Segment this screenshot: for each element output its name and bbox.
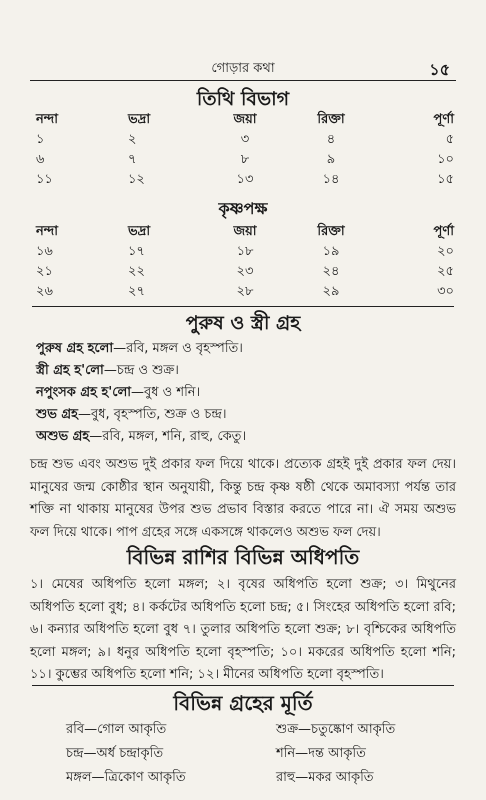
column-header: পূর্ণা (433, 112, 454, 127)
column-header: নন্দা (36, 224, 58, 239)
murti-left: মঙ্গল—ত্রিকোণ আকৃতি (66, 770, 186, 785)
graha-heading: পুরুষ ও স্ত্রী গ্রহ (185, 312, 301, 334)
list-term: পুরুষ গ্রহ হলো (36, 341, 114, 356)
table-cell: ২২ (128, 264, 145, 279)
graha-list (36, 338, 456, 448)
header-rule (30, 80, 456, 81)
column-header: জয়া (233, 112, 257, 127)
murti-left: চন্দ্র—অর্ধ চন্দ্রাকৃতি (66, 746, 164, 761)
table-cell: ৭ (128, 152, 137, 167)
table-cell: ২০ (437, 244, 454, 259)
column-header: জয়া (233, 224, 257, 239)
table-cell: ২ (128, 132, 137, 147)
table-cell: ২৬ (36, 284, 53, 299)
murti-right: শুক্র—চতুষ্কোণ আকৃতি (276, 722, 396, 737)
list-item (66, 766, 426, 790)
column-header: রিক্তা (317, 112, 345, 127)
murti-right: শনি—দন্ত আকৃতি (276, 746, 366, 761)
table-row (30, 130, 460, 150)
murti-list (66, 718, 426, 790)
table-cell: ২৮ (236, 284, 254, 299)
list-item (36, 360, 456, 382)
list-item (66, 742, 426, 766)
table-cell: ১৪ (322, 172, 340, 187)
column-header: ভদ্রা (128, 112, 151, 127)
page-number: ১৫ (429, 60, 450, 79)
list-item (36, 404, 456, 426)
table-header-row (30, 222, 460, 242)
tithi-shukla-table (30, 110, 460, 190)
table-cell: ২৭ (128, 284, 145, 299)
table-cell: ২৫ (437, 264, 454, 279)
list-desc: —চন্দ্র ও শুক্র। (103, 363, 179, 378)
column-header: ভদ্রা (128, 224, 151, 239)
list-item (36, 338, 456, 360)
table-row (30, 242, 460, 262)
table-row (30, 170, 460, 190)
table-cell: ১৩ (236, 172, 254, 187)
table-cell: ২৩ (236, 264, 254, 279)
chandra-paragraph: চন্দ্র শুভ এবং অশুভ দুই প্রকার ফল দিয়ে থাকে। প্রত্যেক গ্রহই দুই প্রকার ফল দেয়। মানুষের জন্ম কোষ্ঠীর স্থান অনুযায়ী, কিন্তু চন্দ্র কৃষ্ণ ষষ্ঠী থেকে অমাবস্যা পর্যন্ত তার শক্তি না থাকায় মানুষের উপর শুভ প্রভাব বিস্তার করতে পারে না। ঐ সময় অশুভ ফল দিয়ে থাকে। পাপ গ্রহের সঙ্গে একসঙ্গে থাকলেও অশুভ ফল দেয়। (30, 457, 456, 540)
list-term: নপুংসক গ্রহ হ'লো (36, 385, 132, 400)
list-desc: —বুধ ও শনি। (131, 385, 201, 400)
list-item (36, 382, 456, 404)
table-cell: ১৮ (236, 244, 254, 259)
table-cell: ৫ (445, 132, 454, 147)
list-term: অশুভ গ্রহ (36, 429, 90, 444)
table-cell: ৯ (326, 152, 336, 167)
table-row (30, 150, 460, 170)
table-row (30, 282, 460, 302)
table-cell: ২১ (36, 264, 53, 279)
list-term: স্ত্রী গ্রহ হ'লো (36, 363, 104, 378)
murti-left: রবি—গোল আকৃতি (66, 722, 167, 737)
running-header (0, 56, 486, 80)
murti-heading: বিভিন্ন গ্রহের মূর্তি (173, 691, 313, 715)
table-cell: ৮ (240, 152, 250, 167)
table-cell: ১০ (437, 152, 454, 167)
list-item (36, 426, 456, 448)
murti-right: রাহু—মকর আকৃতি (276, 770, 374, 785)
rashi-paragraph: ১। মেষের অধিপতি হলো মঙ্গল; ২। বৃষের অধিপতি হলো শুক্র; ৩। মিথুনের অধিপতি হলো বুধ; ৪। কর্কটের অধিপতি হলো চন্দ্র; ৫। সিংহের অধিপতি হলো রবি; ৬। কন্যার অধিপতি হলো বুধ ৭। তুলার অধিপতি হলো শুক্র; ৮। বৃশ্চিকের অধিপতি হলো মঙ্গল; ৯। ধনুর অধিপতি হলো বৃহস্পতি; ১০। মকরের অধিপতি হলো শনি; ১১। কুম্ভের অধিপতি হলো শনি; ১২। মীনের অধিপতি হলো বৃহস্পতি। (30, 577, 456, 682)
rashi-heading: বিভিন্ন রাশির বিভিন্ন অধিপতি (126, 545, 360, 569)
table-cell: ১২ (128, 172, 145, 187)
list-term: শুভ গ্রহ (36, 407, 78, 422)
table-cell: ৬ (36, 152, 45, 167)
section-divider (32, 685, 454, 686)
table-cell: ২৪ (322, 264, 340, 279)
running-title: গোড়ার কথা (211, 61, 275, 76)
list-desc: —রবি, মঙ্গল ও বৃহস্পতি। (113, 341, 243, 356)
table-cell: ২৯ (322, 284, 340, 299)
section-divider (32, 306, 454, 307)
table-row (30, 262, 460, 282)
table-cell: ৩ (240, 132, 250, 147)
table-cell: ১১ (36, 172, 53, 187)
table-cell: ১ (36, 132, 45, 147)
tithi-heading: তিথি বিভাগ (196, 88, 290, 110)
table-header-row (30, 110, 460, 130)
table-cell: ১৫ (437, 172, 454, 187)
table-cell: ১৭ (128, 244, 145, 259)
list-item (66, 718, 426, 742)
tithi-krishna-table (30, 222, 460, 302)
column-header: পূর্ণা (433, 224, 454, 239)
table-cell: ৩০ (437, 284, 454, 299)
krishna-paksha-heading: কৃষ্ণপক্ষ (218, 199, 268, 218)
column-header: রিক্তা (317, 224, 345, 239)
list-desc: —বুধ, বৃহস্পতি, শুক্র ও চন্দ্র। (77, 407, 227, 422)
list-desc: —রবি, মঙ্গল, শনি, রাহু, কেতু। (89, 429, 247, 444)
table-cell: ৪ (326, 132, 336, 147)
table-cell: ১৯ (322, 244, 340, 259)
column-header: নন্দা (36, 112, 58, 127)
table-cell: ১৬ (36, 244, 53, 259)
